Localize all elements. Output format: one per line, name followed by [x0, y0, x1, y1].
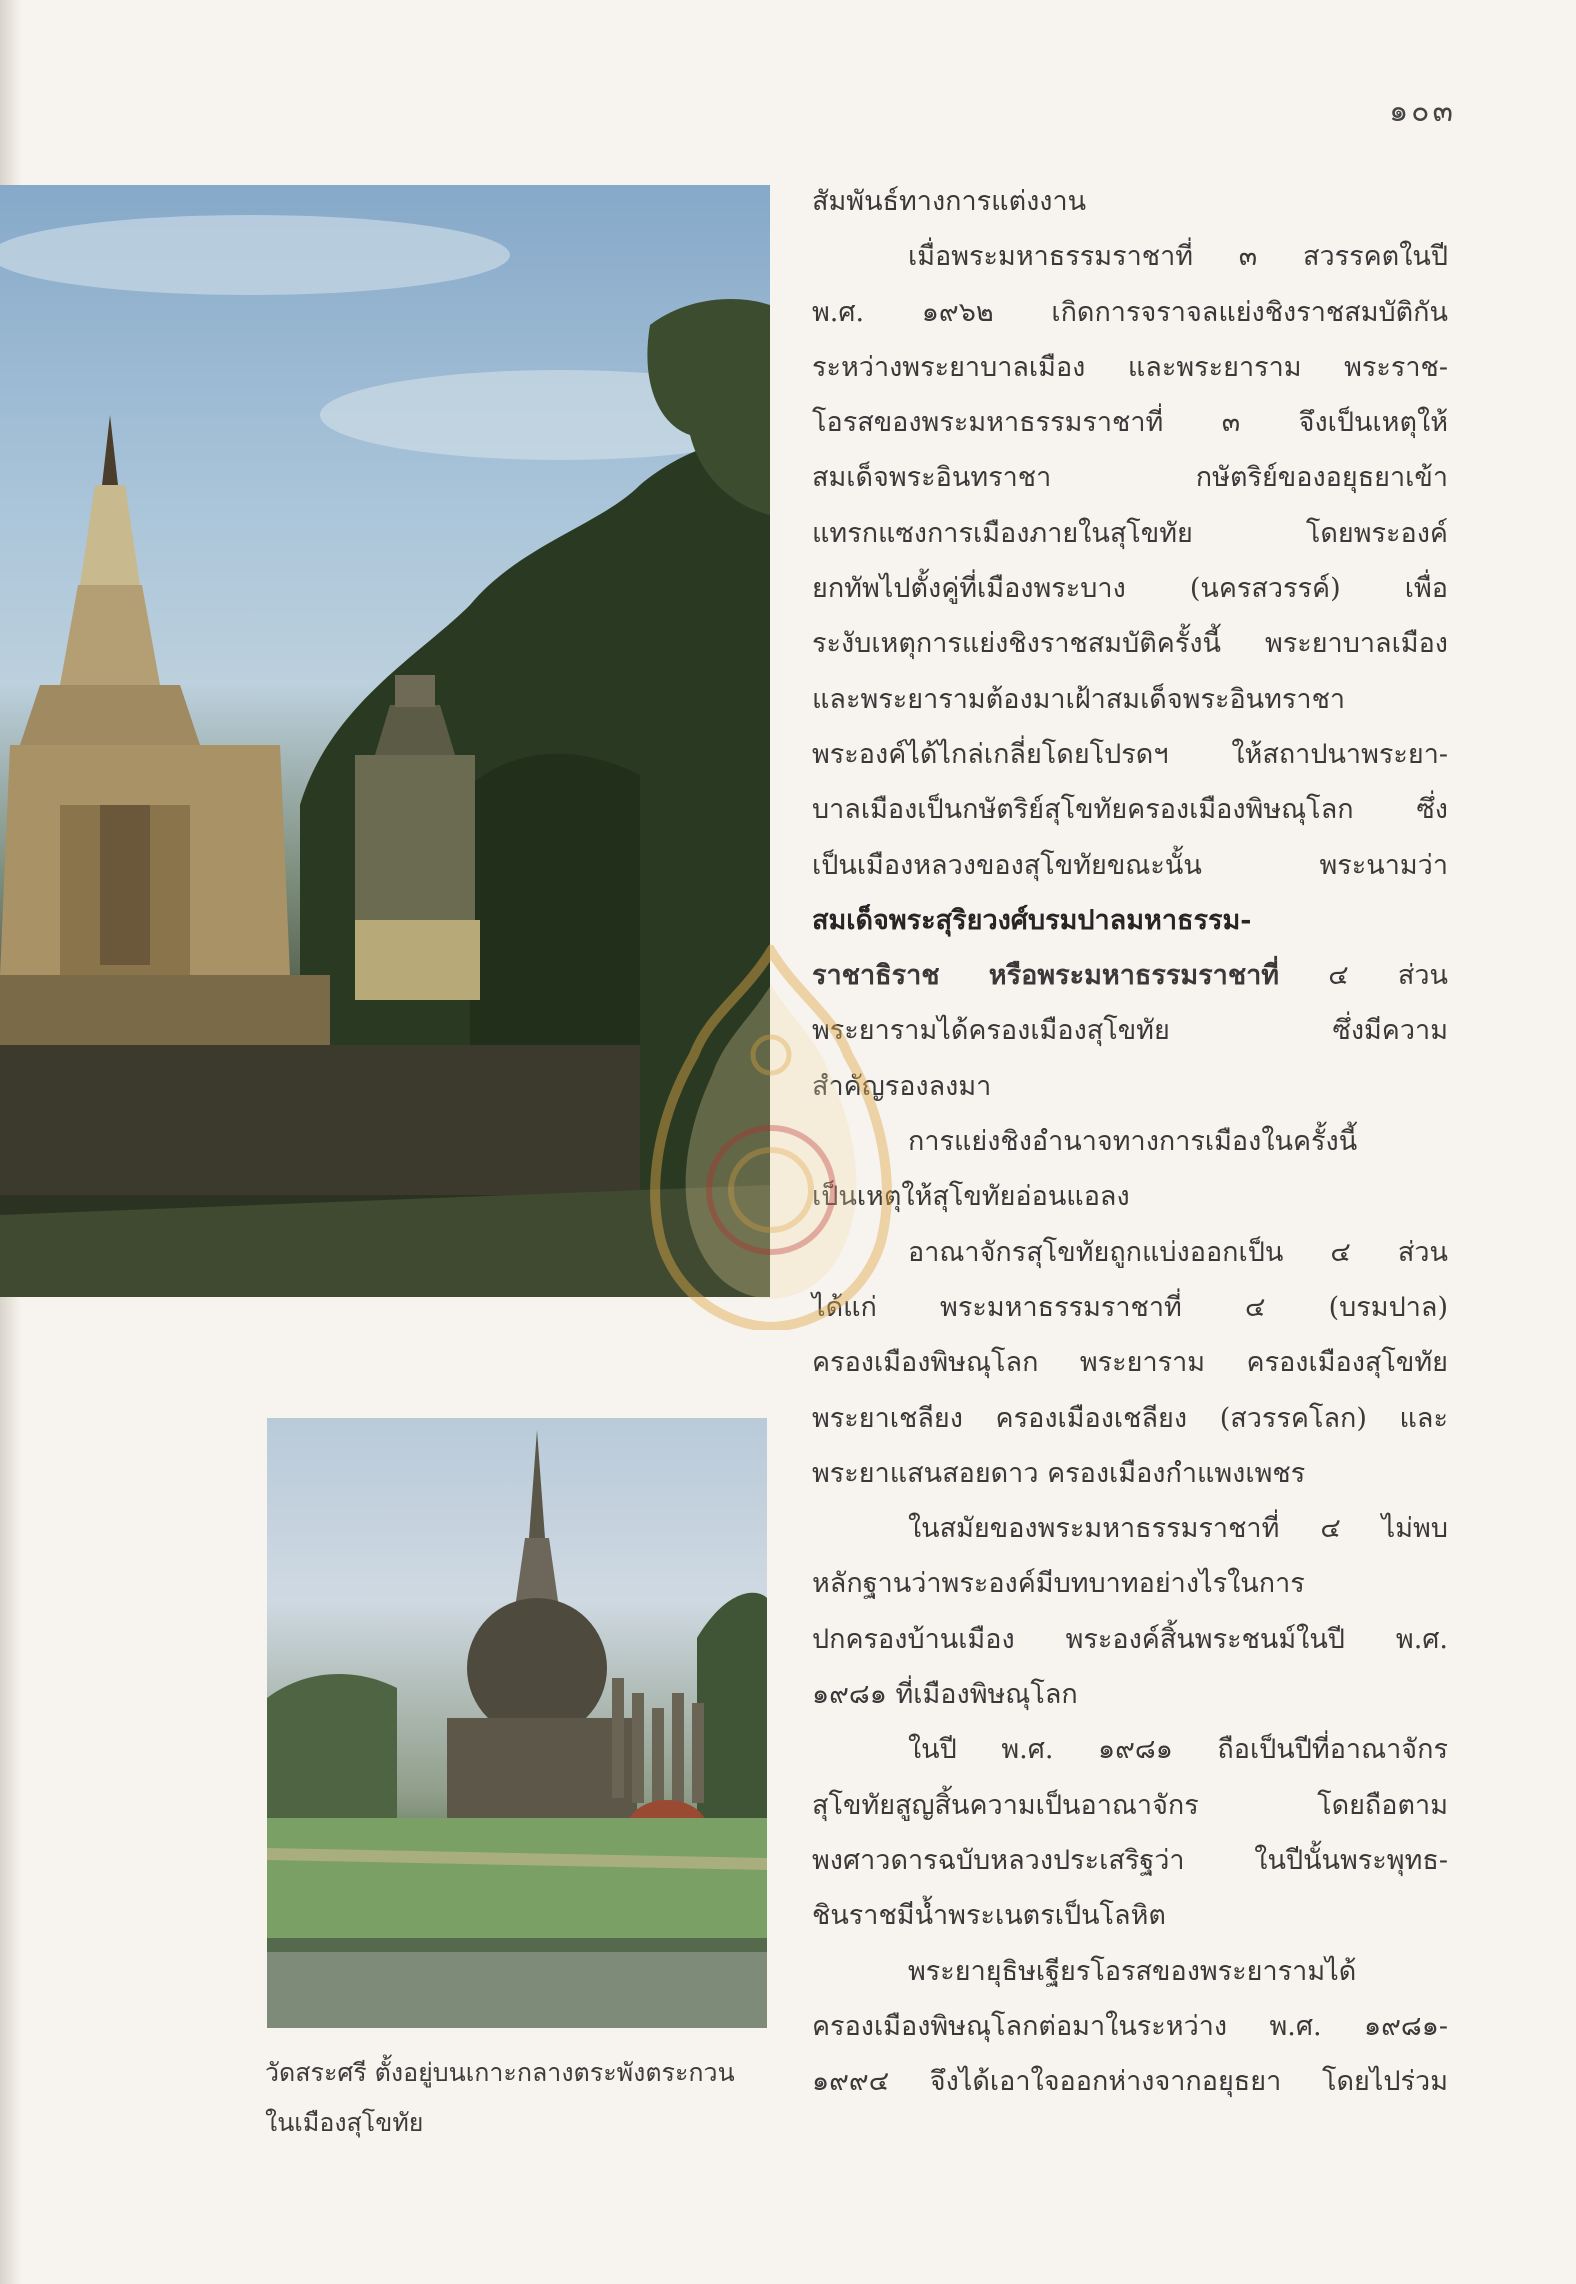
body-word: ครองเมืองสุโขทัย — [1246, 1347, 1448, 1379]
body-word: ๑๙๙๔ — [812, 2066, 890, 2098]
body-word: ระหว่างพระยาบาลเมือง — [812, 351, 1086, 383]
body-word: ในปี — [908, 1734, 957, 1766]
body-word: และ — [1399, 1402, 1448, 1434]
caption-line-1: วัดสระศรี ตั้งอยู่บนเกาะกลางตระพังตระกวน — [265, 2058, 735, 2087]
body-word: พ.ศ. — [1269, 2010, 1322, 2042]
body-word: ๑๙๘๑- — [1363, 2010, 1448, 2042]
body-word: เมื่อพระมหาธรรมราชาที่ — [908, 241, 1194, 273]
body-line: เป็นเหตุให้สุโขทัยอ่อนแอลง — [812, 1181, 1130, 1213]
body-word: (บรมปาล) — [1328, 1291, 1448, 1323]
body-line — [812, 1003, 1448, 1058]
body-word: ๓ — [1221, 407, 1241, 439]
body-line — [812, 782, 1448, 837]
body-word: ๑๙๘๑ — [1097, 1734, 1173, 1766]
body-word: หลักฐานว่าพระองค์มีบทบาทอย่างไรในการ — [812, 1568, 1305, 1600]
body-line: สัมพันธ์ทางการแต่งงาน — [812, 186, 1087, 217]
body-word: โอรสของพระมหาธรรมราชาที่ — [812, 407, 1164, 439]
body-word: สวรรคตในปี — [1302, 241, 1448, 273]
body-line — [812, 1999, 1448, 2054]
body-line — [812, 672, 1448, 727]
body-word: ราชาธิราช — [812, 960, 940, 992]
body-word: ซึ่ง — [1416, 794, 1448, 826]
body-line: ๑๙๘๑ ที่เมืองพิษณุโลก — [812, 1679, 1078, 1711]
body-word: พระราช- — [1344, 351, 1448, 383]
photo-caption — [265, 2048, 775, 2148]
body-line: ชินราชมีน้ำพระเนตรเป็นโลหิต — [812, 1900, 1166, 1932]
body-word: ยกทัพไปตั้งคู่ที่เมืองพระบาง — [812, 573, 1126, 605]
body-word: ในปีนั้นพระพุทธ- — [1254, 1844, 1448, 1876]
body-word: โดยพระองค์ — [1305, 517, 1448, 549]
institution-seal-watermark — [648, 945, 894, 1330]
body-line — [812, 1225, 1448, 1280]
body-word: จึงได้เอาใจออกห่างจากอยุธยา — [929, 2066, 1282, 2098]
body-word: ส่วน — [1397, 1236, 1448, 1268]
body-word: พ.ศ. — [812, 296, 865, 328]
body-word: ๑๙๖๒ — [921, 296, 994, 328]
body-word: และพระยารามต้องมาเฝ้าสมเด็จพระอินทราชา — [812, 683, 1346, 715]
body-line — [812, 1944, 1448, 1999]
body-word: ได้แก่ — [812, 1291, 877, 1323]
body-word: พงศาวดารฉบับหลวงประเสริฐว่า — [812, 1844, 1185, 1876]
body-word: ครองเมืองเชลียง — [995, 1402, 1188, 1434]
body-line — [812, 229, 1448, 284]
body-word: อาณาจักรสุโขทัยถูกแบ่งออกเป็น — [908, 1236, 1284, 1268]
body-word: ๔ — [1245, 1291, 1266, 1323]
body-line — [812, 1833, 1448, 1888]
body-line — [812, 893, 1448, 948]
page-number: ๑๐๓ — [1389, 94, 1456, 129]
body-word: กษัตริย์ของอยุธยาเข้า — [1195, 462, 1448, 494]
body-line — [812, 948, 1448, 1003]
body-line — [812, 285, 1448, 340]
body-line — [812, 838, 1448, 893]
body-line — [812, 1501, 1448, 1556]
body-line — [812, 506, 1448, 561]
body-word: ปกครองบ้านเมือง — [812, 1623, 1015, 1655]
body-word: พระยาบาลเมือง — [1264, 628, 1448, 660]
body-word: หรือพระมหาธรรมราชาที่ — [988, 960, 1280, 992]
body-word: สุโขทัยสูญสิ้นความเป็นอาณาจักร — [812, 1789, 1199, 1821]
temple-photo-bottom-illustration — [267, 1418, 767, 2028]
body-line — [812, 340, 1448, 395]
body-line — [812, 395, 1448, 450]
body-word: เกิดการจราจลแย่งชิงราชสมบัติกัน — [1051, 296, 1448, 328]
body-word: พระยาราม — [1079, 1347, 1206, 1379]
body-line — [812, 1722, 1448, 1777]
body-word: ไม่พบ — [1381, 1513, 1448, 1545]
body-word: โดยถือตาม — [1317, 1789, 1448, 1821]
body-line: พระยาแสนสอยดาว ครองเมืองกำแพงเพชร — [812, 1457, 1306, 1489]
body-word: พ.ศ. — [1395, 1623, 1448, 1655]
body-word: (สวรรคโลก) — [1219, 1402, 1367, 1434]
body-line — [812, 1612, 1448, 1667]
body-word: ในสมัยของพระมหาธรรมราชาที่ — [908, 1513, 1280, 1545]
body-line — [812, 1556, 1448, 1611]
temple-photo-bottom — [267, 1418, 767, 2028]
body-word: ให้สถาปนาพระยา- — [1231, 738, 1448, 770]
body-line — [812, 1335, 1448, 1390]
body-line — [812, 1114, 1448, 1169]
caption-line-2: ในเมืองสุโขทัย — [265, 2108, 424, 2137]
body-word: แทรกแซงการเมืองภายในสุโขทัย — [812, 517, 1193, 549]
body-word: พระองค์สิ้นพระชนม์ในปี — [1065, 1623, 1345, 1655]
body-word: การแย่งชิงอำนาจทางการเมืองในครั้งนี้ — [908, 1126, 1358, 1158]
body-word: และพระยาราม — [1127, 351, 1302, 383]
body-line — [812, 616, 1448, 671]
body-word: ๔ — [1328, 960, 1349, 992]
body-word: พระยารามได้ครองเมืองสุโขทัย — [812, 1015, 1170, 1047]
body-word: บาลเมืองเป็นกษัตริย์สุโขทัยครองเมืองพิษณุโลก — [812, 794, 1354, 826]
body-word: ๓ — [1238, 241, 1258, 273]
body-word: ครองเมืองพิษณุโลกต่อมาในระหว่าง — [812, 2010, 1228, 2042]
body-line — [812, 450, 1448, 505]
body-word: พระยายุธิษเฐียรโอรสของพระยารามได้ — [908, 1955, 1357, 1987]
body-word: เป็นเมืองหลวงของสุโขทัยขณะนั้น — [812, 849, 1202, 881]
body-word: จึงเป็นเหตุให้ — [1298, 407, 1448, 439]
body-word: เพื่อ — [1404, 573, 1448, 605]
body-word: (นครสวรรค์) — [1189, 573, 1341, 605]
body-line — [812, 2054, 1448, 2109]
body-line: สำคัญรองลงมา — [812, 1070, 992, 1102]
body-line — [812, 561, 1448, 616]
body-word: พระนามว่า — [1319, 849, 1448, 881]
body-line — [812, 1391, 1448, 1446]
body-word: ๔ — [1320, 1513, 1341, 1545]
body-word: สมเด็จพระสุริยวงศ์บรมปาลมหาธรรม- — [812, 904, 1252, 936]
body-text-column — [812, 174, 1448, 2109]
body-line — [812, 1778, 1448, 1833]
body-line — [812, 727, 1448, 782]
body-word: ถือเป็นปีที่อาณาจักร — [1217, 1734, 1448, 1766]
body-word: ระงับเหตุการแย่งชิงราชสมบัติครั้งนี้ — [812, 628, 1221, 660]
body-line — [812, 1280, 1448, 1335]
body-word: โดยไปร่วม — [1321, 2066, 1448, 2098]
body-word: ซึ่งมีความ — [1332, 1015, 1448, 1047]
body-word: ๔ — [1330, 1236, 1351, 1268]
body-word: ส่วน — [1397, 960, 1448, 992]
body-word: พระมหาธรรมราชาที่ — [940, 1291, 1182, 1323]
body-word: พระองค์ได้ไกล่เกลี่ยโดยโปรดฯ — [812, 738, 1169, 770]
body-word: ครองเมืองพิษณุโลก — [812, 1347, 1039, 1379]
body-word: สมเด็จพระอินทราชา — [812, 462, 1052, 494]
body-word: พระยาเชลียง — [812, 1402, 963, 1434]
body-word: พ.ศ. — [1001, 1734, 1054, 1766]
